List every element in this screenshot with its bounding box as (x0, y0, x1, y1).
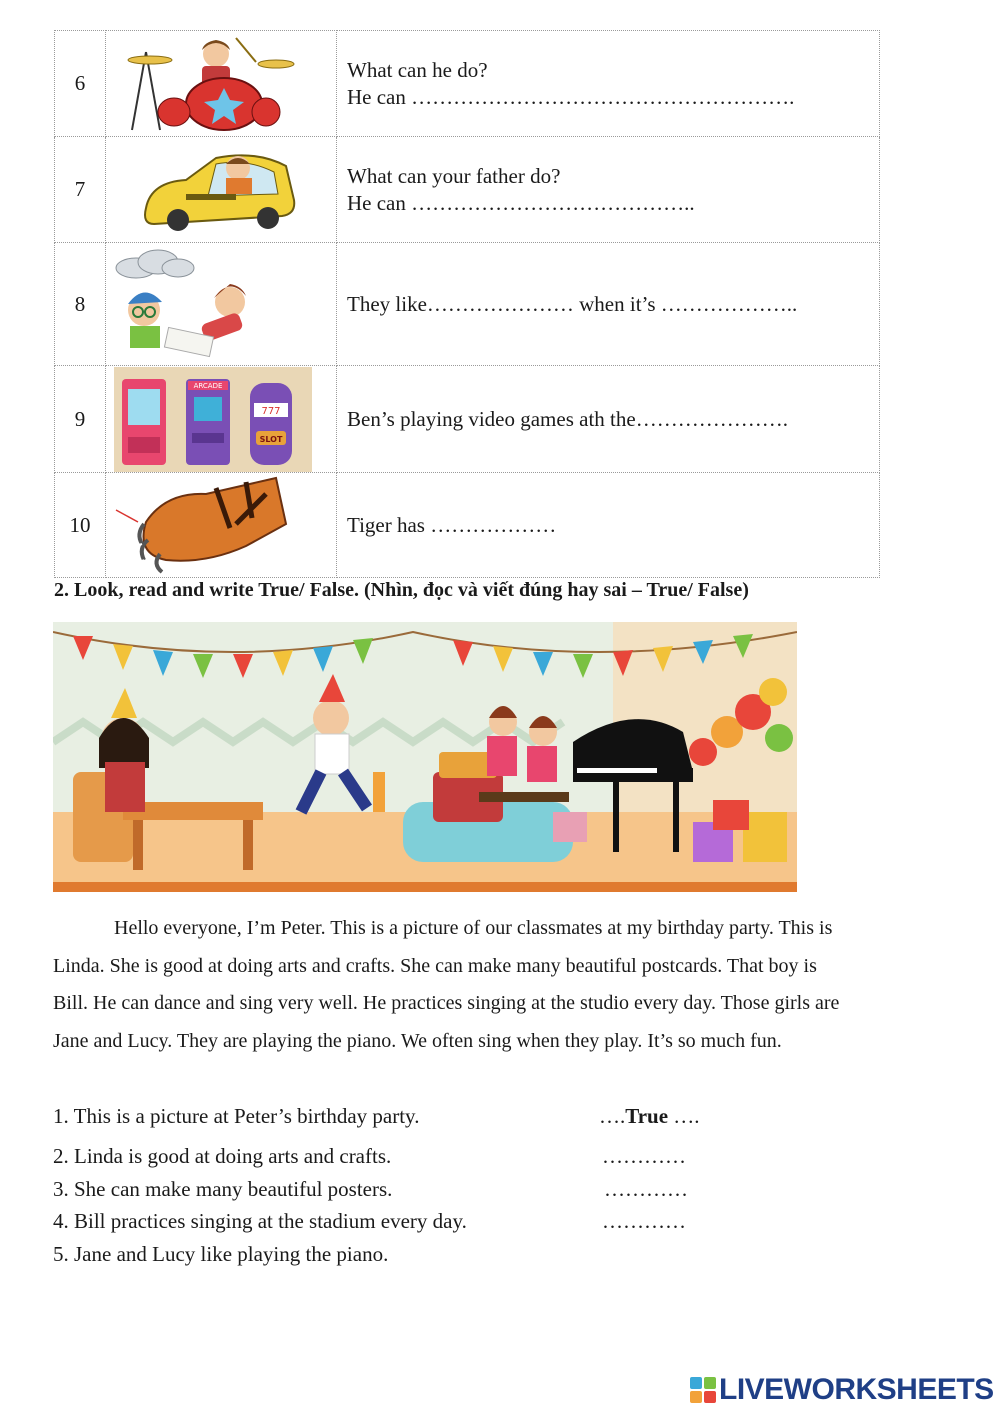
answer-line[interactable]: He can ………………………………………………. (347, 84, 795, 109)
statement-text: 4. Bill practices singing at the stadium every day. (53, 1209, 467, 1233)
row-number: 8 (55, 243, 106, 366)
statement-text: 3. She can make many beautiful posters. (53, 1177, 393, 1201)
question-line[interactable]: They like………………… when it’s ……………….. (347, 291, 798, 316)
table-row (55, 137, 880, 243)
table-row (55, 473, 880, 578)
question-cell (337, 473, 880, 578)
question-line: What can your father do? (347, 163, 561, 188)
liveworksheets-logo (690, 1372, 994, 1408)
question-line[interactable]: Tiger has ……………… (347, 512, 557, 537)
statement-text: 5. Jane and Lucy like playing the piano. (53, 1242, 389, 1266)
table-row (55, 31, 880, 137)
answer-line[interactable]: He can ………………………………….. (347, 190, 695, 215)
section-title: 2. Look, read and write True/ False. (Nhìn, đọc và viết đúng hay sai – True/ False) (54, 579, 749, 601)
answer-value: True (625, 1104, 669, 1128)
kids-drawing-cloudy-image (106, 243, 337, 366)
tiger-paw-image (106, 473, 337, 578)
exercise-table (54, 30, 880, 578)
question-cell (337, 137, 880, 243)
statement-text: 2. Linda is good at doing arts and crafts. (53, 1144, 392, 1168)
answer-blank[interactable]: ….True …. (599, 1104, 700, 1128)
question-cell (337, 243, 880, 366)
answer-blank[interactable]: ………… (602, 1209, 686, 1233)
statement-text: 1. This is a picture at Peter’s birthday party. (53, 1104, 420, 1128)
logo-grid-icon (690, 1377, 716, 1403)
drummer-boy-image (106, 31, 337, 137)
birthday-party-image (53, 622, 797, 892)
question-line: What can he do? (347, 57, 488, 82)
logo-text: LIVEWORKSHEETS (719, 1373, 994, 1406)
answer-blank[interactable]: ………… (602, 1144, 686, 1168)
row-number: 9 (55, 366, 106, 473)
svg-text:777: 777 (261, 405, 281, 417)
answer-blank[interactable]: ………… (604, 1177, 688, 1201)
row-number: 7 (55, 137, 106, 243)
question-cell (337, 31, 880, 137)
table-row (55, 243, 880, 366)
question-line[interactable]: Ben’s playing video games ath the…………………. (347, 406, 788, 431)
reading-passage: Hello everyone, I’m Peter. This is a picture of our classmates at my birthday party. This is Linda. She is good at doing arts and crafts. She can make many beautiful postcards. That boy is Bill. He can dance and sing very well. He practices singing at the studio every day. Those girls are Jane and Lucy. They are playing the piano. We often sing when they play. It’s so much fun. (53, 917, 840, 1052)
row-number: 10 (55, 473, 106, 578)
row-number: 6 (55, 31, 106, 137)
table-row (55, 366, 880, 473)
arcade-label: ARCADE (193, 381, 223, 390)
question-cell (337, 366, 880, 473)
man-driving-car-image (106, 137, 337, 243)
slot-label: SLOT (259, 434, 283, 444)
arcade-machines-image (106, 366, 337, 473)
